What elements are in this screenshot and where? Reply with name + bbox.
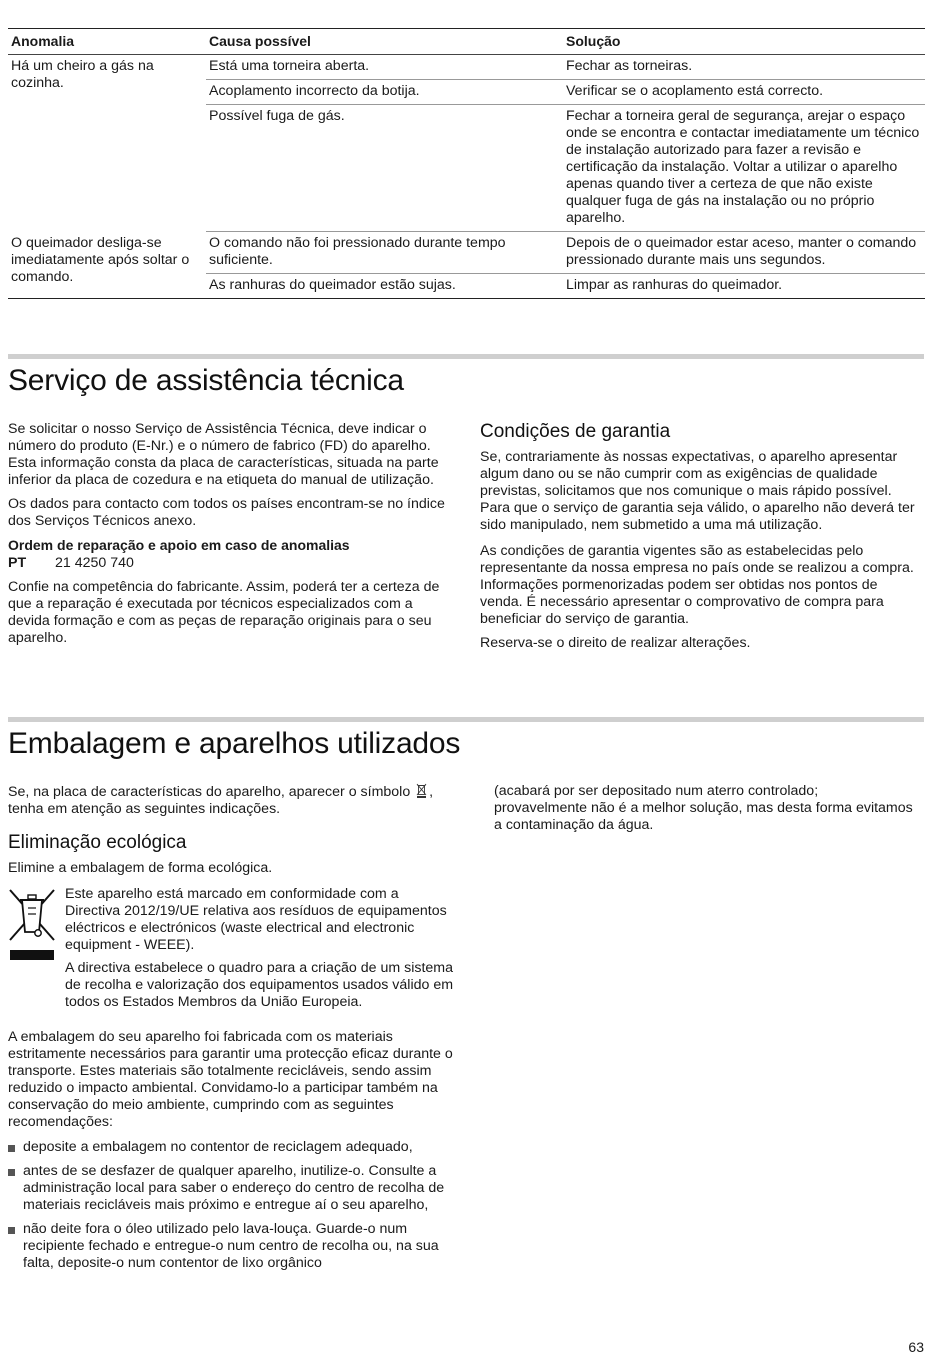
cause-cell: Acoplamento incorrecto da botija. <box>206 80 563 105</box>
phone-number: 21 4250 740 <box>55 555 134 571</box>
solution-cell: Depois de o queimador estar aceso, manter o comando pressionado durante mais uns segundos. <box>563 232 925 274</box>
solution-cell: Fechar as torneiras. <box>563 55 925 80</box>
troubleshooting-table <box>8 28 925 299</box>
warranty-paragraph-2: As condições de garantia vigentes são as estabelecidas pelo representante da nossa empresa no país onde se realizou a compra. Informações pormenorizadas podem ser obtidas nos pontos de venda. É necessário apresentar o comprovativo de compra para beneficiar do serviço de garantia. <box>480 543 914 627</box>
solution-cell: Fechar a torneira geral de segurança, arejar o espaço onde se encontra e contactar imediatamente um técnico de instalação autorizado para fazer a revisão e certificação da instalação. Voltar a utilizar o aparelho apenas quando tiver a certeza de que não existe qualquer fuga de gás na instalação ou no próprio aparelho. <box>563 105 925 232</box>
country-code: PT <box>8 555 27 571</box>
page-number: 63 <box>908 1339 924 1355</box>
cause-cell: As ranhuras do queimador estão sujas. <box>206 274 563 299</box>
solution-cell: Verificar se o acoplamento está correcto. <box>563 80 925 105</box>
weee-paragraph-2: A directiva estabelece o quadro para a criação de um sistema de recolha e valorização dos equipamentos usados válido em todos os Estados Membros da União Europeia. <box>65 960 454 1010</box>
packaging-right-column <box>494 783 914 841</box>
service-paragraph-3: Confie na competência do fabricante. Assim, poderá ter a certeza de que a reparação é executada por técnicos especializados com a devida formação e com as peças de reparação originais para o seu aparelho. <box>8 579 440 646</box>
intro-text-end: , tenha em atenção as seguintes indicações. <box>8 784 434 817</box>
service-paragraph-1: Se solicitar o nosso Serviço de Assistência Técnica, deve indicar o número do produto (E-Nr.) e o número de fabrico (FD) do aparelho. Esta informação consta da placa de características, situada na parte inferior da placa de cozedura e na etiqueta do manual de utilização. <box>8 421 439 488</box>
warranty-paragraph-3: Reserva-se o direito de realizar alterações. <box>480 635 751 651</box>
service-section-title: Serviço de assistência técnica <box>8 364 404 397</box>
table-row <box>8 55 925 80</box>
list-item: deposite a embalagem no contentor de reciclagem adequado, <box>8 1139 456 1156</box>
table-row <box>8 232 925 274</box>
cause-cell: O comando não foi pressionado durante tempo suficiente. <box>206 232 563 274</box>
table-header-row <box>8 29 925 55</box>
materials-paragraph: A embalagem do seu aparelho foi fabricada com os materiais estritamente necessários para garantir uma protecção eficaz durante o transporte. Estes materiais são totalmente recicláveis, sendo assim reduzido o impacto ambiental. Convidamo-lo a participar também na conservação do meio ambiente, cumprindo com as seguintes recomendações: <box>8 1029 453 1130</box>
intro-text: Se, na placa de características do aparelho, aparecer o símbolo <box>8 784 411 800</box>
weee-paragraph-1: Este aparelho está marcado em conformidade com a Directiva 2012/19/UE relativa aos resíduos de equipamentos eléctricos e electrónicos (waste electrical and electronic equipment - WEEE). <box>65 886 447 953</box>
header-anomaly: Anomalia <box>8 29 206 55</box>
eco-disposal-title: Eliminação ecológica <box>8 832 187 853</box>
warranty-paragraph-1: Se, contrariamente às nossas expectativas, o aparelho apresentar algum dano ou se não cumprir com as exigências de qualidade previstas, solicitamos que nos comunique o mais rápido possível. Para que o serviço de garantia seja válido, o aparelho não deverá ter sido manipulado, nem submetido a uma má utilização. <box>480 449 915 533</box>
list-item: antes de se desfazer de qualquer aparelho, inutilize-o. Consulte a administração local para saber o endereço do centro de recolha de materiais recicláveis mais próximo e entregue aí o seu aparelho, <box>8 1163 456 1214</box>
header-cause: Causa possível <box>206 29 563 55</box>
list-item: não deite fora o óleo utilizado pelo lava-louça. Guarde-o num recipiente fechado e entregue-o num centro de recolha ou, na sua falta, deposite-o num contentor de lixo orgânico <box>8 1221 456 1272</box>
header-solution: Solução <box>563 29 925 55</box>
packaging-intro <box>8 783 456 818</box>
warranty-title: Condições de garantia <box>480 421 671 442</box>
section-divider <box>8 354 924 359</box>
repair-order-heading: Ordem de reparação e apoio em caso de anomalias <box>8 537 350 553</box>
anomaly-cell: O queimador desliga-se imediatamente após soltar o comando. <box>8 232 206 299</box>
eco-paragraph: Elimine a embalagem de forma ecológica. <box>8 860 273 876</box>
service-column <box>8 421 456 654</box>
service-paragraph-2: Os dados para contacto com todos os países encontram-se no índice dos Serviços Técnicos anexo. <box>8 496 445 529</box>
section-divider <box>8 717 924 722</box>
solution-cell: Limpar as ranhuras do queimador. <box>563 274 925 299</box>
weee-symbol-icon <box>416 783 427 798</box>
crossed-out-wheelie-bin-icon <box>8 888 56 964</box>
warranty-column <box>480 421 924 659</box>
recommendations-list <box>8 1139 456 1272</box>
weee-block <box>8 886 456 1011</box>
anomaly-cell: Há um cheiro a gás na cozinha. <box>11 58 154 91</box>
phone-line <box>8 555 456 572</box>
cause-cell: Possível fuga de gás. <box>206 105 563 232</box>
continuation-paragraph: (acabará por ser depositado num aterro controlado; provavelmente não é a melhor solução, mas desta forma evitamos a contaminação da água. <box>494 783 913 833</box>
cause-cell: Está uma torneira aberta. <box>206 55 563 80</box>
packaging-left-column <box>8 783 456 1279</box>
packaging-section-title: Embalagem e aparelhos utilizados <box>8 727 461 760</box>
